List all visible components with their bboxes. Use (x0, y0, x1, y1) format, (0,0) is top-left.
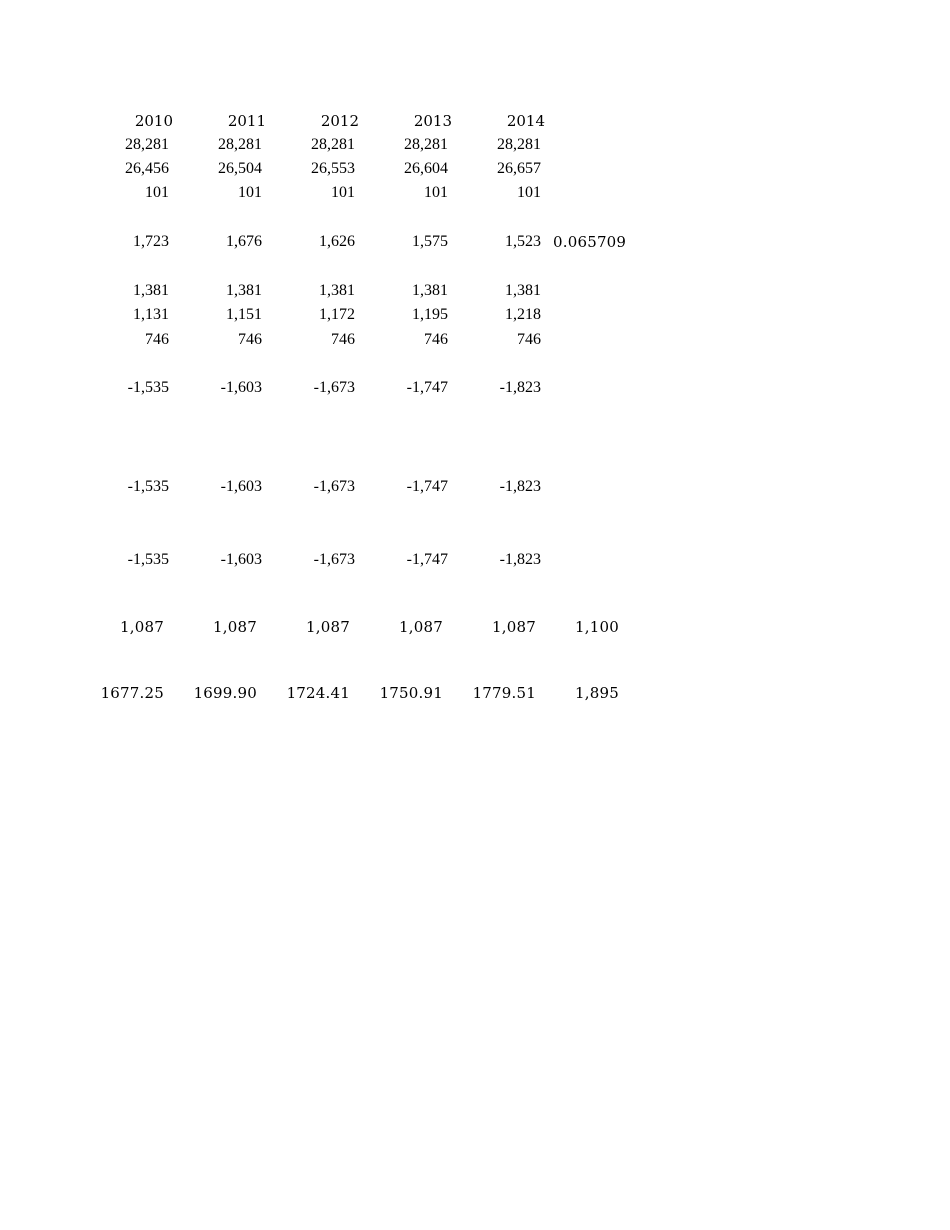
table-cell: 1,087 (492, 618, 536, 636)
table-cell: -1,603 (220, 551, 262, 568)
year-header-2012: 2012 (320, 112, 359, 130)
table-cell: -1,747 (406, 379, 448, 396)
table-cell: 1,723 (133, 233, 169, 250)
table-cell: 1779.51 (472, 684, 536, 702)
table-cell: -1,747 (406, 551, 448, 568)
table-cell: 1750.91 (379, 684, 443, 702)
table-cell: -1,603 (220, 478, 262, 495)
table-cell: 746 (517, 331, 541, 348)
table-cell: 101 (331, 184, 355, 201)
table-cell: 1,087 (306, 618, 350, 636)
table-cell-extra: 0.065709 (553, 233, 627, 251)
table-cell-extra: 1,100 (575, 618, 619, 636)
table-cell: 1724.41 (286, 684, 350, 702)
table-cell: 1,381 (412, 282, 448, 299)
table-cell: -1,535 (127, 379, 169, 396)
table-cell: 1,087 (399, 618, 443, 636)
table-cell: 101 (238, 184, 262, 201)
table-cell: 1699.90 (193, 684, 257, 702)
table-cell: 26,657 (497, 160, 541, 177)
table-cell: 1,087 (213, 618, 257, 636)
table-cell: -1,673 (313, 478, 355, 495)
table-cell: -1,535 (127, 478, 169, 495)
table-cell: 28,281 (404, 136, 448, 153)
table-cell: 101 (145, 184, 169, 201)
table-cell: 1,676 (226, 233, 262, 250)
table-cell: -1,823 (499, 379, 541, 396)
table-cell: 26,456 (125, 160, 169, 177)
year-header-2011: 2011 (227, 112, 266, 130)
table-cell: 28,281 (125, 136, 169, 153)
table-cell: 1,381 (133, 282, 169, 299)
table-cell: 101 (517, 184, 541, 201)
table-cell: 1677.25 (100, 684, 164, 702)
table-cell: -1,603 (220, 379, 262, 396)
year-header-2013: 2013 (413, 112, 452, 130)
table-cell: -1,673 (313, 379, 355, 396)
year-header-2014: 2014 (506, 112, 545, 130)
table-cell: 28,281 (497, 136, 541, 153)
table-cell: 1,381 (505, 282, 541, 299)
table-cell: 746 (424, 331, 448, 348)
table-cell: 1,626 (319, 233, 355, 250)
table-cell: 1,218 (505, 306, 541, 323)
table-cell: 26,604 (404, 160, 448, 177)
table-cell: 746 (238, 331, 262, 348)
table-cell: -1,823 (499, 478, 541, 495)
table-cell: 1,151 (226, 306, 262, 323)
table-cell: -1,673 (313, 551, 355, 568)
table-cell: 26,504 (218, 160, 262, 177)
table-cell: 1,087 (120, 618, 164, 636)
table-cell: 1,523 (505, 233, 541, 250)
table-cell: 1,172 (319, 306, 355, 323)
table-cell: -1,823 (499, 551, 541, 568)
table-cell: -1,535 (127, 551, 169, 568)
table-cell: 101 (424, 184, 448, 201)
table-cell: 26,553 (311, 160, 355, 177)
year-header-2010: 2010 (134, 112, 173, 130)
table-cell-extra: 1,895 (575, 684, 619, 702)
table-cell: -1,747 (406, 478, 448, 495)
table-cell: 1,381 (226, 282, 262, 299)
table-cell: 28,281 (218, 136, 262, 153)
table-cell: 1,381 (319, 282, 355, 299)
table-cell: 1,195 (412, 306, 448, 323)
table-cell: 28,281 (311, 136, 355, 153)
table-cell: 1,575 (412, 233, 448, 250)
table-cell: 1,131 (133, 306, 169, 323)
table-cell: 746 (145, 331, 169, 348)
table-cell: 746 (331, 331, 355, 348)
